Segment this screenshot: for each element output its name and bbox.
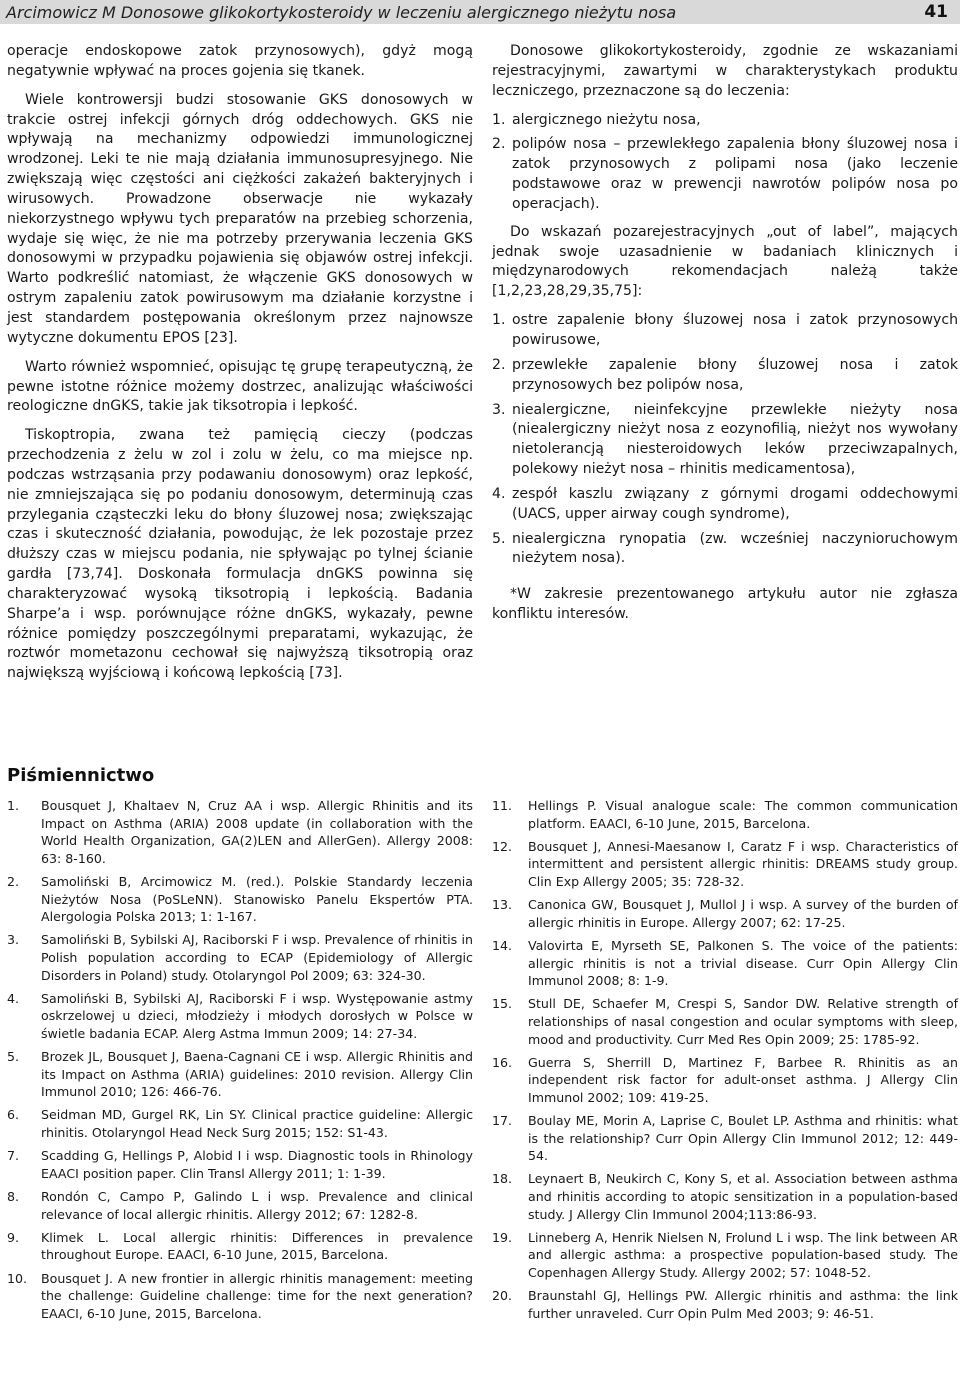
reference-item	[7, 1106, 473, 1141]
reference-number: 4.	[7, 990, 20, 1006]
reference-item	[492, 838, 958, 891]
indications-list	[492, 111, 958, 215]
reference-text: Stull DE, Schaefer M, Crespi S, Sandor DW. Relative strength of relationships of nasal congestion and ocular symptoms with sleep, mood and productivity. Curr Med Res Opin 2009; 25: 1785-92.	[528, 996, 958, 1047]
indication-item	[492, 111, 958, 131]
conflict-statement: *W zakresie prezentowanego artykułu autor nie zgłasza konfliktu interesów.	[492, 586, 958, 623]
page-number: 41	[924, 2, 948, 22]
reference-item	[7, 1188, 473, 1223]
reference-text: Guerra S, Sherrill D, Martinez F, Barbee R. Rhinitis as an independent risk factor for adult-onset asthma. J Allergy Clin Immunol 2002; 109: 419-25.	[528, 1054, 958, 1105]
reference-text: Brozek JL, Bousquet J, Baena-Cagnani CE i wsp. Allergic Rhinitis and its Impact on Asthma (ARIA) guidelines: 2010 revision. Allergy Clin Immunol 2010; 126: 466-76.	[41, 1049, 473, 1100]
reference-item	[7, 797, 473, 867]
reference-number: 19.	[492, 1229, 513, 1245]
reference-text: Leynaert B, Neukirch C, Kony S, et al. Association between asthma and rhinitis according to atopic sensitization in a population-based study. J Allergy Clin Immunol 2004;113:86-93.	[528, 1171, 958, 1222]
reference-number: 10.	[7, 1270, 28, 1286]
reference-item	[7, 873, 473, 926]
off-label-list	[492, 311, 958, 569]
reference-item	[492, 1054, 958, 1107]
reference-number: 20.	[492, 1288, 513, 1304]
reference-text: Samoliński B, Sybilski AJ, Raciborski F i wsp. Występowanie astmy oskrzelowej u dzieci, młodzieży i młodych dorosłych w Polsce w świetle badania ECAP. Alerg Astma Immun 2009; 14: 27-34.	[41, 990, 473, 1041]
list-item-number: 1.	[492, 111, 506, 128]
list-item-number: 4.	[492, 485, 506, 502]
off-label-item	[492, 356, 958, 396]
paragraph: Warto również wspomnieć, opisując tę grupę terapeutyczną, że pewne istotne różnice możemy dostrzec, analizując właściwości reologiczne dnGKS, takie jak tiksotropia i lepkość.	[7, 358, 473, 415]
reference-text: Hellings P. Visual analogue scale: The common communication platform. EAACI, 6-10 June, 2015, Barcelona.	[528, 798, 958, 831]
off-label-item	[492, 485, 958, 525]
references-right	[492, 797, 958, 1328]
reference-number: 5.	[7, 1049, 20, 1065]
reference-item	[492, 896, 958, 931]
list-item-number: 3.	[492, 401, 506, 418]
reference-text: Scadding G, Hellings P, Alobid I i wsp. Diagnostic tools in Rhinology EAACI position paper. Clin Transl Allergy 2011; 1: 1-39.	[41, 1148, 473, 1181]
references-left	[7, 797, 473, 1328]
reference-text: Bousquet J, Annesi-Maesanow I, Caratz F i wsp. Characteristics of intermittent and persistent allergic rhinitis: DREAMS study group. Clin Exp Allergy 2005; 35: 728-32.	[528, 838, 958, 889]
reference-item	[7, 931, 473, 984]
reference-text: Bousquet J. A new frontier in allergic rhinitis management: meeting the challenge: Guideline challenge: time for the next generation? EAACI, 6-10 June, 2015, Barcelona.	[41, 1270, 473, 1321]
list-item-number: 2.	[492, 136, 506, 153]
paragraph: Wiele kontrowersji budzi stosowanie GKS donosowych w trakcie ostrej infekcji górnych dróg oddechowych. GKS nie wpływają na mechanizmy odpowiedzi immunologicznej wrodzonej. Leki te nie mają działania immunosupresyjnego. Nie zwiększają więc częstości ani ciężkości zakażeń bakteryjnych i wirusowych. Prowadzone obserwacje nie wykazały niekorzystnego wpływu tych preparatów na przebieg schorzenia, wydaje się więc, że nie ma potrzeby przerywania leczenia GKS donosowymi w przypadku pojawienia się objawów ostrej infekcji. Warto podkreślić natomiast, że włączenie GKS donosowych w ostrym zapaleniu zatok powirusowym ma działanie korzystne i jest standardem postępowania określonym przez najnowsze wytyczne dokumentu EPOS [23].	[7, 91, 473, 346]
reference-number: 17.	[492, 1113, 513, 1129]
reference-number: 2.	[7, 873, 20, 889]
reference-number: 1.	[7, 798, 20, 813]
paragraph: Tiskoptropia, zwana też pamięcią cieczy (podczas przechodzenia z żelu w zol i zolu w żelu, co ma miejsce np. podczas wstrząsania przy podawaniu donosowym) oraz lepkość, nie zmniejszająca się po podaniu donosowym, determinują czas przylegania cząsteczki leku do błony śluzowej nosa; zwiększając czas i skuteczność działania, powodując, że lek pozostaje przez dłuższy czas w miejscu podania, nie spływając po tylnej ścianie gardła [73,74]. Doskonała formulacja dnGKS powinna się charakteryzować wysoką tiksotropią i lepkością. Badania Sharpe’a i wsp. porównujące różne dnGKS, wykazały, pewne różnice pomiędzy poszczególnymi preparatami, wykazując, że roztwór mometazonu cechował się najwyższą tiksotropią oraz największą wyjściową i końcową lepkością [73].	[7, 427, 473, 682]
reference-number: 18.	[492, 1171, 513, 1187]
reference-text: Rondón C, Campo P, Galindo L i wsp. Prevalence and clinical relevance of local allergic rhinitis. Allergy 2012; 67: 1282-8.	[41, 1189, 473, 1222]
list-item-text: alergicznego nieżytu nosa,	[512, 111, 701, 128]
reference-number: 16.	[492, 1054, 513, 1070]
reference-text: Canonica GW, Bousquet J, Mullol J i wsp. A survey of the burden of allergic rhinitis in Europe. Allergy 2007; 62: 17-25.	[528, 897, 958, 930]
right-column	[492, 42, 958, 634]
running-header	[0, 0, 960, 24]
reference-item	[7, 1048, 473, 1101]
list-item-text: ostre zapalenie błony śluzowej nosa i zatok przynosowych powirusowe,	[512, 312, 958, 348]
reference-number: 13.	[492, 897, 513, 913]
list-item-text: niealergiczne, nieinfekcyjne przewlekłe nieżyty nosa (niealergiczny nieżyt nosa z eozynofilią, nieżyt nos wywołany nietolerancją niesteroidowych leków przeciwzapalnych, polekowy nieżyt nosa – rhinitis medicamentosa),	[512, 401, 958, 478]
reference-number: 12.	[492, 838, 513, 854]
reference-number: 14.	[492, 937, 513, 953]
reference-number: 3.	[7, 932, 20, 948]
reference-item	[492, 995, 958, 1048]
off-label-item	[492, 530, 958, 570]
reference-text: Bousquet J, Khaltaev N, Cruz AA i wsp. Allergic Rhinitis and its Impact on Asthma (ARIA) 2008 update (in collaboration with the World Health Organization, GA(2)LEN and AllerGen). Allergy 2008: 63: 8-160.	[41, 798, 473, 866]
reference-item	[492, 937, 958, 990]
list-item-text: przewlekłe zapalenie błony śluzowej nosa i zatok przynosowych bez polipów nosa,	[512, 356, 958, 393]
reference-item	[492, 1170, 958, 1223]
reference-number: 7.	[7, 1148, 20, 1164]
list-item-text: niealergiczna rynopatia (zw. wcześniej naczynioruchowym nieżytem nosa).	[512, 530, 958, 567]
reference-number: 9.	[7, 1229, 20, 1245]
list-item-number: 2.	[492, 356, 506, 373]
reference-number: 6.	[7, 1107, 20, 1123]
list-item-number: 1.	[492, 312, 506, 329]
running-title: Arcimowicz M Donosowe glikokortykosteroidy w leczeniu alergicznego nieżytu nosa	[6, 2, 677, 22]
indication-item	[492, 135, 958, 214]
list-item-text: polipów nosa – przewlekłego zapalenia błony śluzowej nosa i zatok przynosowych z polipami nosa (jako leczenie podstawowe oraz w prewencji nawrotów polipów nosa po operacjach).	[512, 136, 958, 212]
paragraph: Do wskazań pozarejestracyjnych „out of label”, mających jednak swoje uzasadnienie w badaniach klinicznych i międzynarodowych rekomendacjach należą także [1,2,23,28,29,35,75]:	[492, 223, 958, 300]
reference-text: Klimek L. Local allergic rhinitis: Differences in prevalence throughout Europe. EAACI, 6-10 June, 2015, Barcelona.	[41, 1229, 473, 1263]
paragraph: Donosowe glikokortykosteroidy, zgodnie ze wskazaniami rejestracyjnymi, zawartymi w charakterystykach produktu leczniczego, przeznaczone są do leczenia:	[492, 43, 958, 99]
reference-number: 8.	[7, 1189, 20, 1205]
paragraph: operacje endoskopowe zatok przynosowych), gdyż mogą negatywnie wpływać na proces gojenia się tkanek.	[7, 43, 473, 79]
reference-text: Samoliński B, Sybilski AJ, Raciborski F i wsp. Prevalence of rhinitis in Polish population according to ECAP (Epidemiology of Allergic Disorders in Poland) study. Otolaryngol Pol 2009; 63: 324-30.	[41, 932, 473, 983]
reference-item	[7, 990, 473, 1043]
list-item-number: 5.	[492, 530, 506, 547]
list-item-text: zespół kaszlu związany z górnymi drogami oddechowymi (UACS, upper airway cough syndrome),	[512, 485, 958, 522]
reference-text: Valovirta E, Myrseth SE, Palkonen S. The voice of the patients: allergic rhinitis is not a trivial disease. Curr Opin Allergy Clin Immunol 2008; 8: 1-9.	[528, 937, 958, 989]
off-label-item	[492, 401, 958, 480]
off-label-item	[492, 311, 958, 351]
left-column	[7, 42, 473, 693]
reference-item	[7, 1147, 473, 1182]
reference-text: Seidman MD, Gurgel RK, Lin SY. Clinical practice guideline: Allergic rhinitis. Otolaryngol Head Neck Surg 2015; 152: S1-43.	[41, 1107, 473, 1141]
references-heading: Piśmiennictwo	[7, 765, 155, 786]
reference-text: Braunstahl GJ, Hellings PW. Allergic rhinitis and asthma: the link further unraveled. Curr Opin Pulm Med 2003; 9: 46-51.	[528, 1288, 958, 1321]
reference-item	[7, 1270, 473, 1323]
reference-item	[7, 1229, 473, 1264]
reference-text: Boulay ME, Morin A, Laprise C, Boulet LP. Asthma and rhinitis: what is the relationship? Curr Opin Allergy Clin Immunol 2012; 12: 449-54.	[528, 1113, 958, 1164]
reference-number: 15.	[492, 996, 513, 1012]
reference-number: 11.	[492, 798, 513, 813]
reference-item	[492, 1229, 958, 1282]
reference-item	[492, 797, 958, 832]
reference-item	[492, 1112, 958, 1165]
reference-item	[492, 1287, 958, 1322]
reference-text: Linneberg A, Henrik Nielsen N, Frolund L i wsp. The link between AR and allergic asthma: a prospective population-based study. The Copenhagen Allergy Study. Allergy 2002; 57: 1048-52.	[528, 1229, 958, 1280]
reference-text: Samoliński B, Arcimowicz M. (red.). Polskie Standardy leczenia Nieżytów Nosa (PoSLeNN). Stanowisko Panelu Ekspertów PTA. Alergologia Polska 2013; 1: 1-167.	[41, 873, 473, 925]
